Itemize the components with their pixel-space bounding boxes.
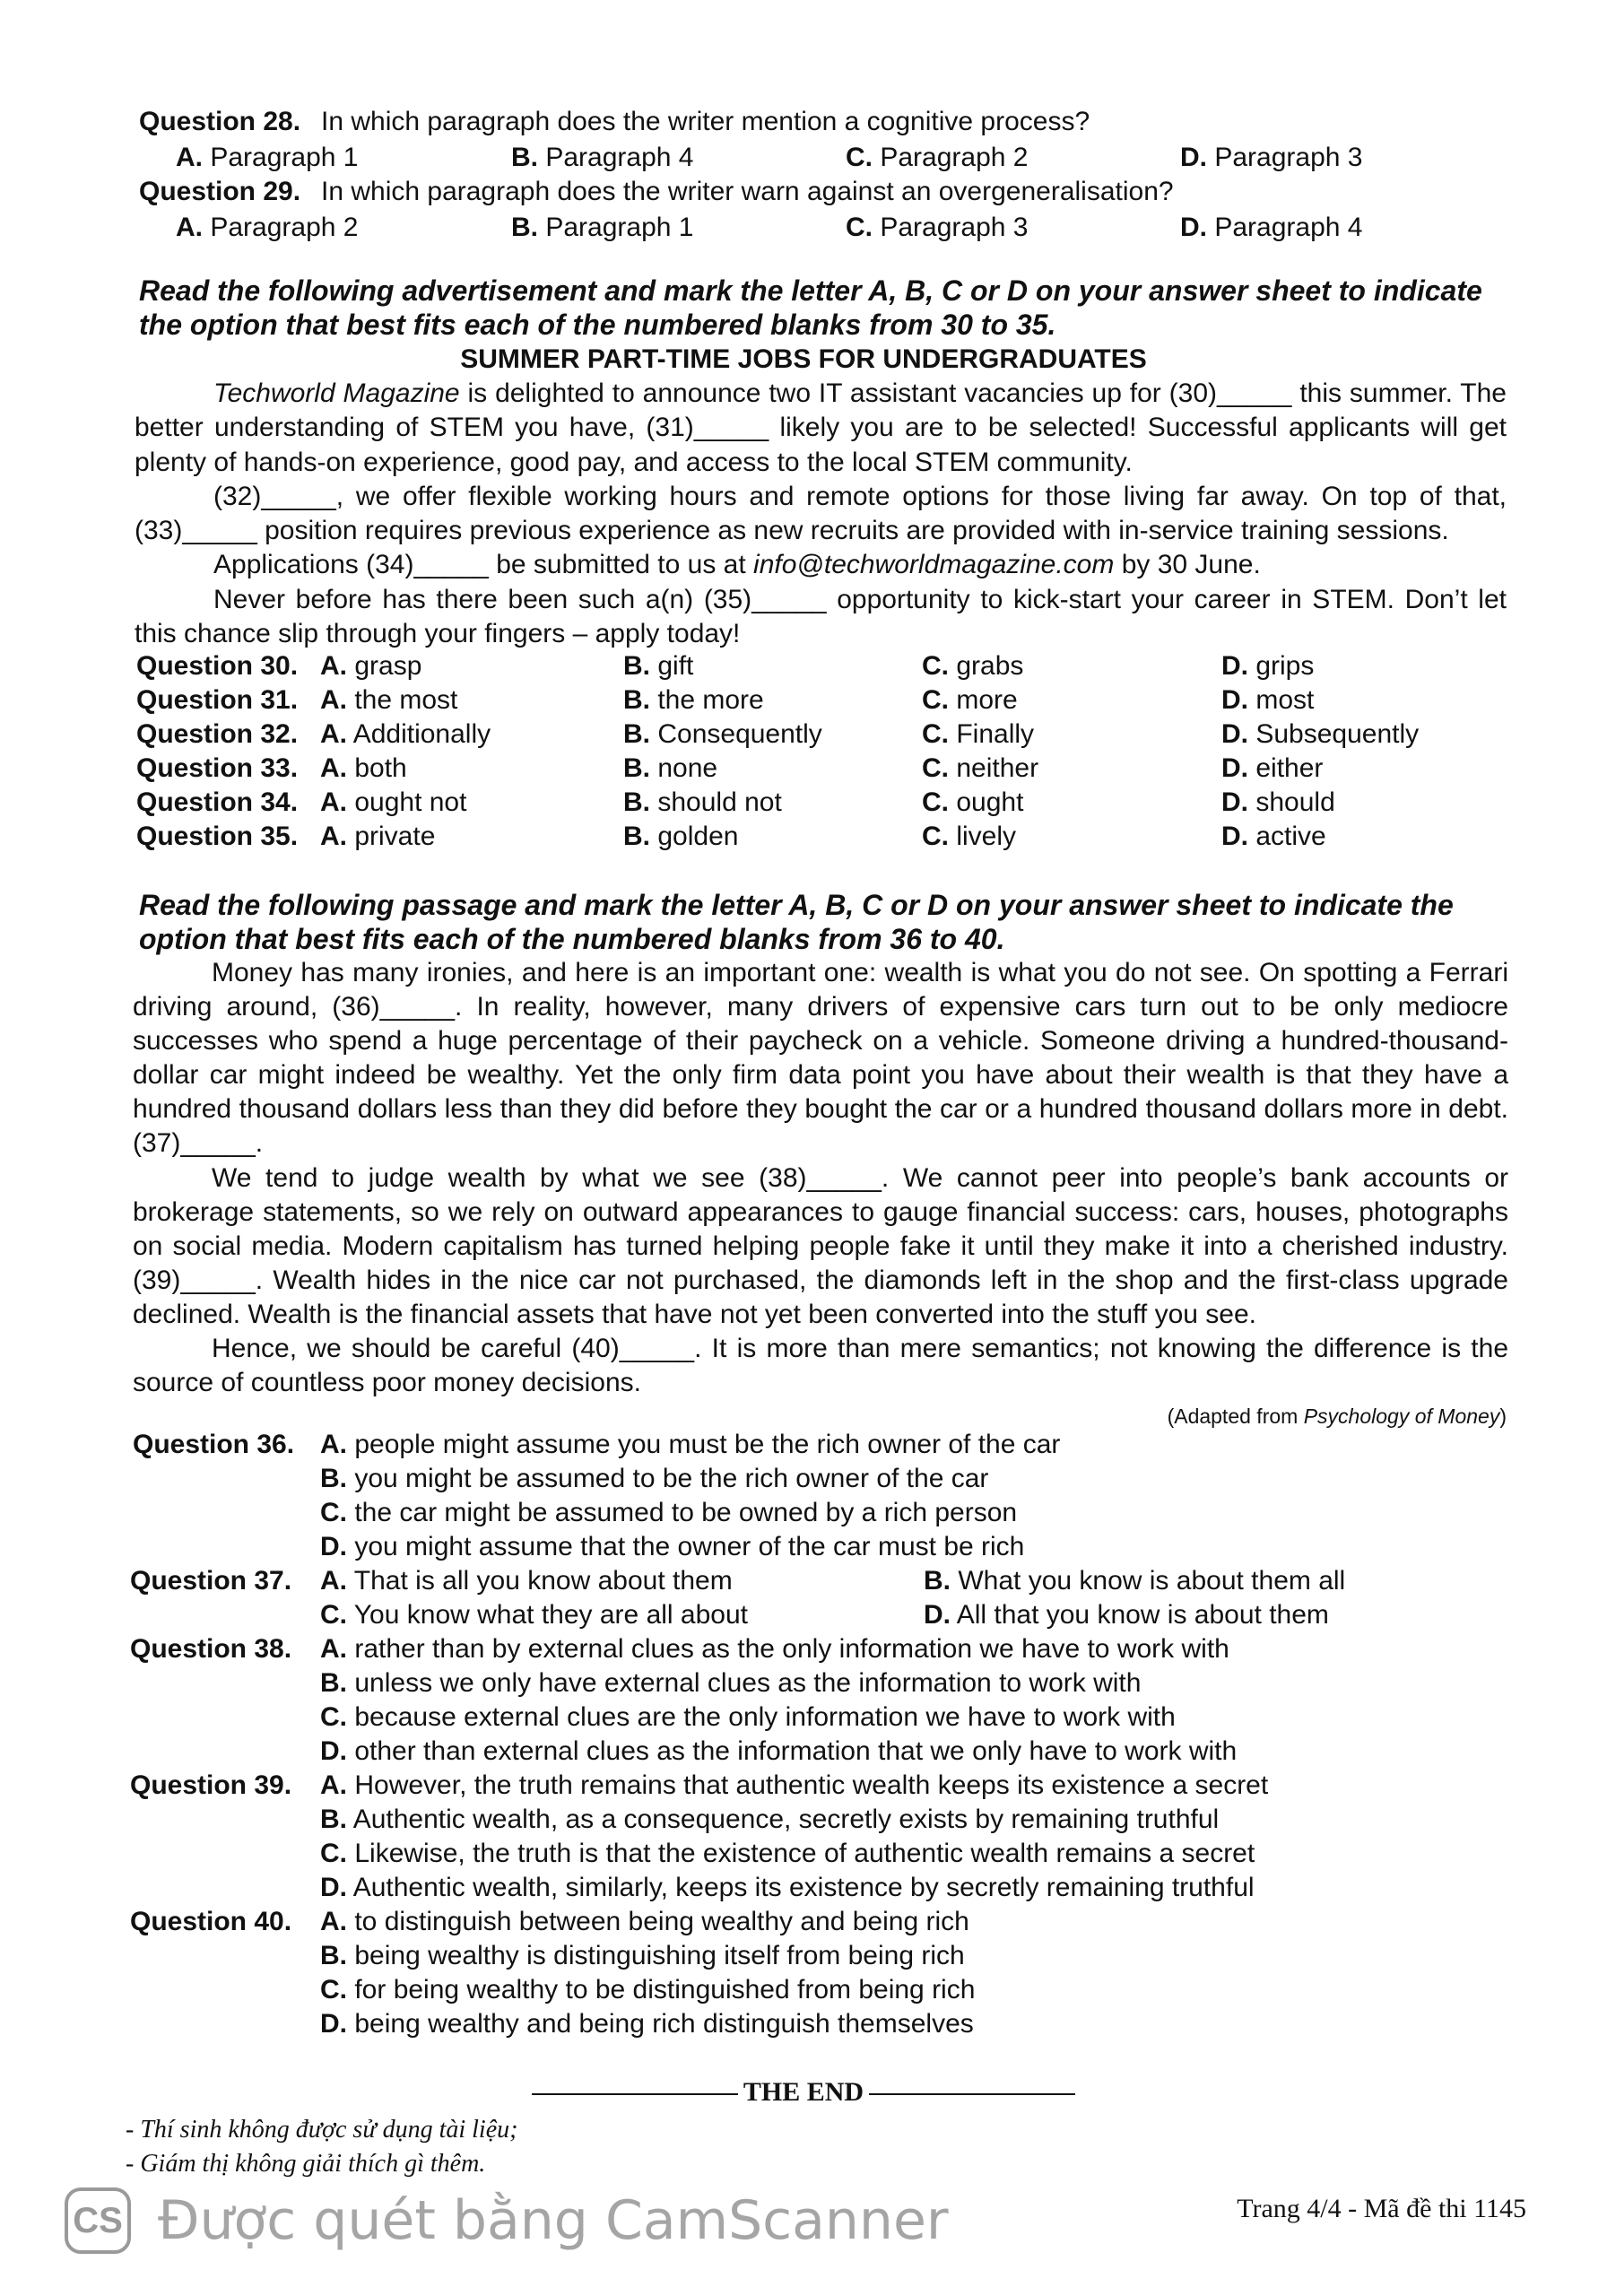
option-text: either (1255, 753, 1324, 783)
question-39-option-b-row (0, 1803, 1607, 1837)
option-c: C. for being wealthy to be distinguished from being rich (320, 1975, 976, 2005)
option-b (623, 820, 738, 854)
option-d (1221, 820, 1326, 854)
question-number: Question 35. (136, 822, 299, 851)
option-text: both (354, 753, 407, 783)
option-letter: B. (623, 753, 650, 783)
source-suffix: ) (1499, 1405, 1507, 1428)
option-b (623, 786, 782, 820)
option-letter: C. (922, 651, 949, 681)
option-c (922, 718, 1034, 752)
instruction-line-2: option that best fits each of the numbered blanks from 36 to 40. (139, 923, 1005, 955)
question-row (0, 752, 1607, 786)
question-40-option-b-row (0, 1939, 1607, 1973)
option-b: B. unless we only have external clues as the information to work with (320, 1668, 1142, 1698)
option-c: C. because external clues are the only information we have to work with (320, 1702, 1176, 1732)
question-number: Question 40. (130, 1907, 292, 1936)
option-letter: A. (320, 822, 347, 851)
question-number: Question 30. (136, 651, 299, 681)
option-d (1221, 718, 1419, 752)
option-a (320, 752, 407, 786)
option-d: D. being wealthy and being rich distinguish themselves (320, 2009, 974, 2039)
option-text: grabs (956, 651, 1024, 681)
question-row (0, 649, 1607, 683)
option-letter: D. (1221, 719, 1248, 749)
option-b: B. Paragraph 1 (511, 213, 694, 242)
option-b: B. being wealthy is distinguishing itself from being rich (320, 1941, 965, 1970)
option-letter: C. (922, 787, 949, 817)
question-number: Question 39. (130, 1770, 292, 1800)
question-number: Question 38. (130, 1634, 292, 1664)
question-40 (0, 1905, 1607, 1939)
ad-paragraph-1 (135, 377, 1507, 480)
question-number: Question 28. (139, 107, 301, 136)
option-d (1221, 786, 1335, 820)
question-row (0, 683, 1607, 718)
option-letter: D. (1221, 685, 1248, 715)
question-number: Question 29. (139, 177, 301, 206)
question-40-option-c-row (0, 1973, 1607, 2007)
option-d (1221, 752, 1323, 786)
option-text: active (1255, 822, 1326, 851)
question-number: Question 33. (136, 753, 299, 783)
option-a: A. to distinguish between being wealthy and being rich (320, 1907, 969, 1936)
option-letter: C. (922, 685, 949, 715)
option-d: D. All that you know is about them (924, 1600, 1329, 1630)
option-letter: C. (922, 719, 949, 749)
option-a (320, 718, 491, 752)
option-a (320, 649, 421, 683)
question-row (0, 786, 1607, 820)
option-letter: B. (623, 719, 650, 749)
option-text: grasp (354, 651, 422, 681)
passage-paragraph-1: Money has many ironies, and here is an important one: wealth is what you do not see. On spotting a Ferrari driving around, (36)_____. In reality, however, many drivers of expensive cars turn out to be only mediocre successes who spend a huge percentage of their paycheck on a vehicle. Someone driving a hundred-thousand-dollar car might indeed be wealthy. Yet the only firm data point you have about their wealth is that they have a hundred thousand dollars less than they did before they bought the car or a hundred thousand dollars more in debt. (37)_____. (133, 958, 1508, 1159)
ad-paragraph-3-tail: by 30 June. (1114, 550, 1261, 580)
option-c: C. Paragraph 2 (846, 143, 1029, 172)
note-1: - Thí sinh không được sử dụng tài liệu; (126, 2116, 518, 2144)
option-text: the more (657, 685, 764, 715)
option-text: golden (657, 822, 739, 851)
option-text: should not (657, 787, 782, 817)
option-letter: D. (1221, 753, 1248, 783)
option-letter: A. (320, 685, 347, 715)
the-end-text: THE END (743, 2077, 864, 2107)
question-number: Question 36. (133, 1430, 295, 1459)
question-36-option-c-row (0, 1496, 1607, 1530)
option-b: B. What you know is about them all (924, 1566, 1346, 1596)
option-text: grips (1255, 651, 1315, 681)
option-d: D. you might assume that the owner of the car must be rich (320, 1532, 1025, 1561)
question-38-option-d-row (0, 1735, 1607, 1769)
section-instruction-advertisement (139, 274, 1511, 342)
question-28-stem (0, 105, 1607, 139)
email-address: info@techworldmagazine.com (753, 550, 1115, 580)
instruction-line-1: Read the following advertisement and mark the letter A, B, C or D on your answer sheet to indicate (139, 274, 1482, 307)
option-letter: D. (1221, 822, 1248, 851)
camscanner-watermark (65, 2185, 949, 2257)
option-text: gift (657, 651, 694, 681)
section-instruction-passage (139, 888, 1511, 956)
option-letter: A. (320, 787, 347, 817)
ad-paragraph-3-text: Applications (34)_____ be submitted to us at (213, 550, 754, 580)
option-letter: B. (623, 651, 650, 681)
watermark-text: Được quét bằng CamScanner (158, 2189, 949, 2252)
option-c (922, 683, 1018, 718)
question-37-row-2 (0, 1598, 1607, 1632)
camscanner-logo-icon: CS (65, 2187, 131, 2254)
option-text: Finally (956, 719, 1035, 749)
option-text: private (354, 822, 436, 851)
divider (869, 2093, 1075, 2095)
option-c (922, 820, 1016, 854)
option-b: B. Paragraph 4 (511, 143, 694, 172)
divider (532, 2093, 738, 2095)
question-40-option-d-row (0, 2007, 1607, 2041)
option-text: ought (956, 787, 1024, 817)
option-d: D. other than external clues as the information that we only have to work with (320, 1736, 1238, 1766)
option-a: A. That is all you know about them (320, 1566, 733, 1596)
option-letter: B. (623, 787, 650, 817)
passage-body (133, 956, 1508, 1400)
passage-paragraph-3: Hence, we should be careful (40)_____. It is more than mere semantics; not knowing the difference is the source of countless poor money decisions. (133, 1334, 1508, 1398)
option-text: none (657, 753, 718, 783)
option-c: C. You know what they are all about (320, 1600, 748, 1630)
option-text: Consequently (657, 719, 822, 749)
question-38-option-b-row (0, 1666, 1607, 1700)
option-letter: A. (320, 753, 347, 783)
ad-paragraph-3 (135, 548, 1507, 582)
note-2: - Giám thị không giải thích gì thêm. (126, 2150, 486, 2178)
question-36 (0, 1428, 1607, 1462)
question-39 (0, 1769, 1607, 1803)
option-text: Subsequently (1255, 719, 1420, 749)
option-text: most (1255, 685, 1315, 715)
question-36-option-b-row (0, 1462, 1607, 1496)
option-d (1221, 683, 1314, 718)
source-title: Psychology of Money (1303, 1405, 1500, 1428)
option-c (922, 786, 1023, 820)
instruction-line-2: the option that best fits each of the numbered blanks from 30 to 35. (139, 309, 1056, 341)
option-d: D. Paragraph 4 (1180, 213, 1363, 242)
option-a: A. rather than by external clues as the only information we have to work with (320, 1634, 1229, 1664)
option-letter: A. (320, 719, 347, 749)
question-28-options (0, 141, 1607, 175)
option-letter: B. (623, 685, 650, 715)
question-text: In which paragraph does the writer warn against an overgeneralisation? (321, 177, 1174, 206)
option-a: A. people might assume you must be the rich owner of the car (320, 1430, 1061, 1459)
question-row (0, 820, 1607, 854)
option-a: A. Paragraph 2 (176, 213, 359, 242)
page-footer: Trang 4/4 - Mã đề thi 1145 (1237, 2194, 1526, 2223)
advertisement-body (135, 377, 1507, 651)
question-number: Question 34. (136, 787, 299, 817)
option-a: A. However, the truth remains that authentic wealth keeps its existence a secret (320, 1770, 1269, 1800)
question-29-stem (0, 175, 1607, 209)
question-37 (0, 1564, 1607, 1598)
option-d: D. Authentic wealth, similarly, keeps its existence by secretly remaining truthful (320, 1873, 1255, 1902)
option-c: C. Paragraph 3 (846, 213, 1029, 242)
option-c: C. Likewise, the truth is that the existence of authentic wealth remains a secret (320, 1839, 1255, 1868)
option-text: lively (956, 822, 1017, 851)
instruction-line-1: Read the following passage and mark the letter A, B, C or D on your answer sheet to indicate the (139, 889, 1454, 921)
option-text: should (1255, 787, 1335, 817)
question-row (0, 718, 1607, 752)
the-end-marker (0, 2075, 1607, 2109)
question-36-option-d-row (0, 1530, 1607, 1564)
question-number: Question 31. (136, 685, 299, 715)
option-b (623, 718, 822, 752)
option-text: neither (956, 753, 1039, 783)
option-letter: C. (922, 753, 949, 783)
question-38 (0, 1632, 1607, 1666)
question-29-options (0, 211, 1607, 245)
option-d: D. Paragraph 3 (1180, 143, 1363, 172)
option-b: B. you might be assumed to be the rich owner of the car (320, 1464, 989, 1493)
option-a (320, 820, 435, 854)
option-text: ought not (354, 787, 467, 817)
option-c (922, 752, 1038, 786)
option-b (623, 683, 764, 718)
advertisement-title: SUMMER PART-TIME JOBS FOR UNDERGRADUATES (460, 344, 1147, 374)
option-d (1221, 649, 1314, 683)
option-text: the most (354, 685, 458, 715)
option-c: C. the car might be assumed to be owned by a rich person (320, 1498, 1018, 1527)
option-letter: D. (1221, 787, 1248, 817)
question-39-option-c-row (0, 1837, 1607, 1871)
option-b (623, 752, 717, 786)
magazine-name: Techworld Magazine (213, 378, 460, 408)
option-a (320, 683, 457, 718)
question-39-option-d-row (0, 1871, 1607, 1905)
option-letter: A. (320, 651, 347, 681)
passage-paragraph-2: We tend to judge wealth by what we see (38)_____. We cannot peer into people’s bank accounts or brokerage statements, so we rely on outward appearances to gauge financial success: cars, houses, photographs on social media. Modern capitalism has turned helping people fake it until they make it into a cherished industry. (39)_____. Wealth hides in the nice car not purchased, the diamonds left in the shop and the first-class upgrade declined. Wealth is the financial assets that have not yet been converted into the stuff you see. (133, 1162, 1508, 1329)
option-b (623, 649, 693, 683)
question-number: Question 37. (130, 1566, 292, 1596)
option-a (320, 786, 466, 820)
ad-paragraph-2: (32)_____, we offer flexible working hours and remote options for those living far away. On top of that, (33)_____ position requires previous experience as new recruits are provided with in-service training sessions. (135, 481, 1507, 546)
option-letter: C. (922, 822, 949, 851)
question-38-option-c-row (0, 1700, 1607, 1735)
option-text: more (956, 685, 1018, 715)
option-c (922, 649, 1023, 683)
ad-paragraph-4: Never before has there been such a(n) (35)_____ opportunity to kick-start your career in STEM. Don’t let this chance slip through your fingers – apply today! (135, 584, 1507, 649)
source-prefix: (Adapted from (1167, 1405, 1304, 1428)
option-text: Additionally (352, 719, 491, 749)
option-b: B. Authentic wealth, as a consequence, secretly exists by remaining truthful (320, 1805, 1220, 1834)
option-letter: B. (623, 822, 650, 851)
question-number: Question 32. (136, 719, 299, 749)
option-letter: D. (1221, 651, 1248, 681)
question-text: In which paragraph does the writer mention a cognitive process? (321, 107, 1090, 136)
option-a: A. Paragraph 1 (176, 143, 359, 172)
ad-paragraph-1-text: is delighted to announce two IT assistant vacancies up for (30)_____ this summer. The better understanding of STEM you have, (31)_____ likely you are to be selected! Successful applicants will get plenty of hands-on experience, good pay, and access to the local STEM community. (135, 378, 1507, 477)
